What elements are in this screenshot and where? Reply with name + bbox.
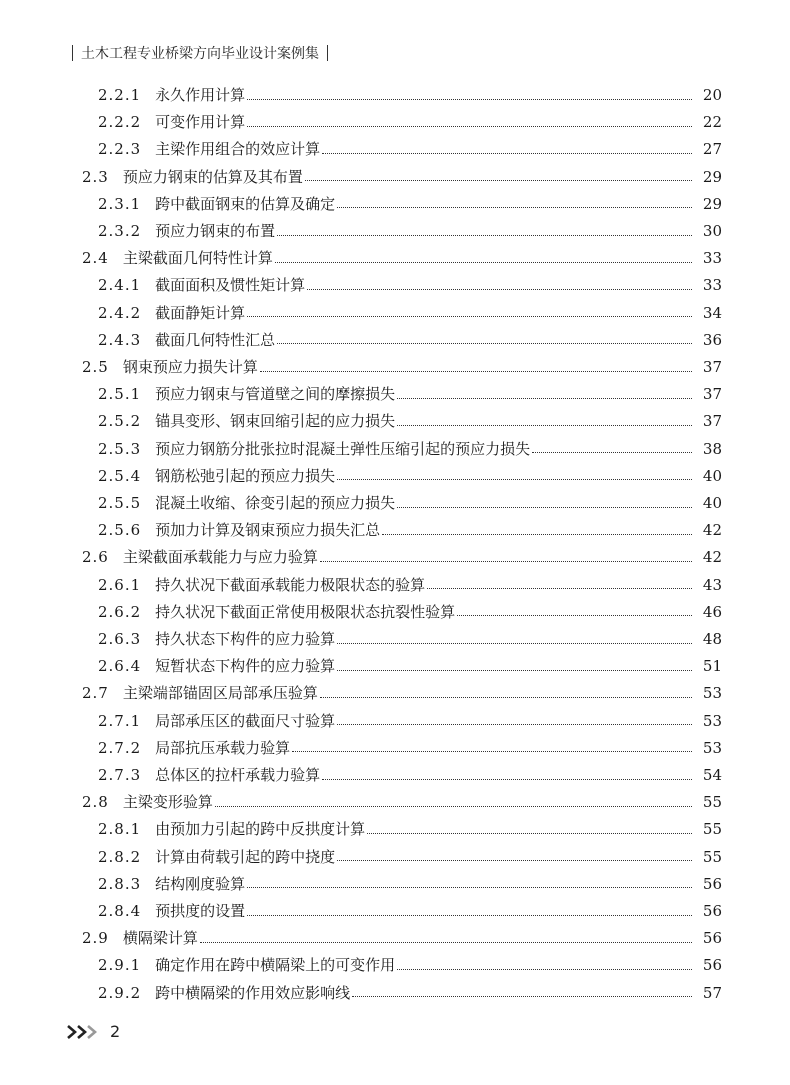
toc-entry-title: 持久状况下截面承载能力极限状态的验算 [155,575,426,594]
toc-entry-page: 53 [702,711,722,730]
toc-entry-title: 混凝土收缩、徐变引起的预应力损失 [155,494,396,512]
page-footer [66,1022,120,1041]
toc-entry[interactable] [98,599,722,625]
dot-leader [275,262,692,263]
toc-entry-page: 37 [702,358,722,376]
dot-leader [352,996,692,997]
toc-entry[interactable] [98,871,722,897]
toc-entry-page: 42 [702,521,722,540]
toc-entry[interactable] [98,327,722,353]
chevron-arrows-icon [66,1024,100,1040]
toc-entry-page: 40 [702,494,722,512]
toc-entry-number: 2.6 [82,548,109,567]
toc-entry[interactable] [98,109,722,135]
toc-entry-title: 永久作用计算 [155,86,246,104]
dot-leader [320,561,692,562]
toc-entry-number: 2.3 [82,167,109,186]
dot-leader [215,806,692,807]
toc-entry[interactable] [98,762,722,788]
dot-leader [337,207,692,208]
toc-entry[interactable] [82,354,722,380]
toc-entry-title: 短暂状态下构件的应力验算 [155,657,336,676]
toc-entry-title: 局部抗压承载力验算 [155,738,291,757]
running-header [72,44,328,62]
toc-entry-number: 2.2.1 [98,86,142,104]
dot-leader [337,670,692,671]
toc-entry-number: 2.5.2 [98,412,142,431]
toc-entry-title: 截面面积及惯性矩计算 [155,276,306,295]
toc-entry-number: 2.2.3 [98,140,142,159]
toc-entry[interactable] [98,844,722,870]
dot-leader [260,371,692,372]
toc-entry[interactable] [98,898,722,924]
toc-entry-number: 2.4.2 [98,303,142,322]
toc-entry-number: 2.7 [82,684,109,703]
toc-entry-number: 2.5.6 [98,521,142,540]
toc-entry-page: 54 [702,766,722,784]
dot-leader [307,289,692,290]
toc-entry-number: 2.9 [82,929,109,948]
toc-entry-page: 43 [702,575,722,594]
dot-leader [397,398,692,399]
toc-entry-number: 2.6.3 [98,630,142,648]
dot-leader [427,588,692,589]
toc-entry[interactable] [98,272,722,298]
dot-leader [247,887,692,888]
toc-entry-page: 56 [702,874,722,893]
toc-entry-page: 27 [702,140,722,159]
dot-leader [532,452,692,453]
toc-entry-page: 46 [702,602,722,621]
toc-entry-page: 55 [702,793,722,812]
toc-entry[interactable] [98,381,722,407]
toc-entry-page: 38 [702,439,722,458]
toc-entry-page: 22 [702,113,722,132]
dot-leader [397,425,692,426]
toc-entry-number: 2.6.4 [98,657,142,676]
toc-entry-title: 跨中截面钢束的估算及确定 [155,194,336,213]
toc-entry[interactable] [98,136,722,162]
toc-entry-number: 2.8.2 [98,847,142,866]
toc-entry[interactable] [98,463,722,489]
toc-entry-title: 预应力钢束的布置 [155,222,276,240]
toc-entry-title: 可变作用计算 [155,113,246,132]
toc-entry[interactable] [98,626,722,652]
toc-entry-number: 2.7.1 [98,711,142,730]
toc-entry-title: 主梁端部锚固区局部承压验算 [122,684,318,703]
toc-entry[interactable] [82,245,722,271]
toc-entry-title: 预应力钢束的估算及其布置 [122,167,303,186]
dot-leader [247,99,692,100]
toc-entry-title: 跨中横隔梁的作用效应影响线 [155,983,351,1002]
toc-entry-page: 42 [702,548,722,567]
toc-entry-number: 2.8 [82,793,109,812]
dot-leader [457,615,692,616]
toc-entry-title: 预应力钢筋分批张拉时混凝土弹性压缩引起的预应力损失 [155,439,531,458]
toc-entry-page: 40 [702,466,722,485]
toc-entry-title: 结构刚度验算 [155,874,246,893]
toc-entry-page: 56 [702,956,722,975]
toc-entry[interactable] [82,789,722,815]
dot-leader [320,697,692,698]
toc-entry-title: 持久状况下截面正常使用极限状态抗裂性验算 [155,602,456,621]
toc-entry-number: 2.9.1 [98,956,142,975]
toc-entry[interactable] [82,680,722,706]
toc-entry-number: 2.7.3 [98,766,142,784]
toc-entry[interactable] [98,218,722,244]
toc-entry[interactable] [98,980,722,1006]
toc-entry-number: 2.4 [82,249,109,268]
toc-entry-title: 主梁作用组合的效应计算 [155,140,321,159]
toc-entry[interactable] [82,164,722,190]
toc-entry-title: 钢筋松弛引起的预应力损失 [155,466,336,485]
dot-leader [337,643,692,644]
toc-entry-number: 2.5.3 [98,439,142,458]
dot-leader [247,126,692,127]
toc-entry-number: 2.7.2 [98,738,142,757]
toc-entry-title: 主梁截面承载能力与应力验算 [122,548,318,567]
dot-leader [367,833,692,834]
header-left-bar [72,45,73,61]
dot-leader [277,235,692,236]
dot-leader [292,751,692,752]
toc-entry-number: 2.6.2 [98,602,142,621]
toc-entry-page: 56 [702,929,722,948]
toc-entry-number: 2.3.2 [98,222,142,240]
toc-entry[interactable] [98,300,722,326]
toc-entry-title: 横隔梁计算 [122,929,198,948]
toc-entry[interactable] [98,408,722,434]
toc-entry-page: 51 [702,657,722,676]
toc-entry[interactable] [98,735,722,761]
toc-entry-page: 36 [702,330,722,349]
toc-entry-title: 由预加力引起的跨中反拱度计算 [155,820,366,839]
toc-entry-number: 2.4.1 [98,276,142,295]
toc-entry-title: 预拱度的设置 [155,902,246,920]
toc-entry-page: 37 [702,385,722,404]
dot-leader [337,860,692,861]
toc-entry-title: 局部承压区的截面尺寸验算 [155,711,336,730]
toc-entry-page: 53 [702,684,722,703]
toc-entry-page: 57 [702,983,722,1002]
dot-leader [247,915,692,916]
toc-entry-page: 30 [702,222,722,240]
dot-leader [305,180,692,181]
toc-entry-title: 预应力钢束与管道壁之间的摩擦损失 [155,385,396,404]
dot-leader [247,316,692,317]
dot-leader [322,779,692,780]
toc-entry[interactable] [98,952,722,978]
toc-entry-page: 55 [702,847,722,866]
toc-entry-title: 总体区的拉杆承载力验算 [155,766,321,784]
dot-leader [397,969,692,970]
toc-entry-number: 2.8.1 [98,820,142,839]
toc-entry-page: 33 [702,249,722,268]
toc-entry-number: 2.5.1 [98,385,142,404]
toc-entry[interactable] [98,816,722,842]
toc-entry[interactable] [98,708,722,734]
toc-entry-page: 55 [702,820,722,839]
toc-entry-number: 2.2.2 [98,113,142,132]
toc-entry[interactable] [98,653,722,679]
toc-entry-title: 主梁变形验算 [122,793,213,812]
dot-leader [322,153,692,154]
toc-entry-number: 2.8.3 [98,874,142,893]
header-right-bar [327,45,328,61]
toc-entry-title: 钢束预应力损失计算 [122,358,258,376]
dot-leader [337,724,692,725]
toc-entry[interactable] [98,82,722,108]
page-number: 2 [110,1022,121,1041]
dot-leader [382,534,692,535]
dot-leader [200,942,692,943]
toc-entry-page: 48 [702,630,722,648]
dot-leader [337,479,692,480]
toc-entry-number: 2.5.5 [98,494,142,512]
toc-entry-number: 2.8.4 [98,902,142,920]
toc-entry-page: 33 [702,276,722,295]
toc-entry[interactable] [98,572,722,598]
header-title: 土木工程专业桥梁方向毕业设计案例集 [81,46,319,62]
toc-entry[interactable] [82,925,722,951]
toc-entry-number: 2.4.3 [98,330,142,349]
toc-entry-page: 56 [702,902,722,920]
toc-entry-title: 持久状态下构件的应力验算 [155,630,336,648]
toc-entry-title: 截面静矩计算 [155,303,246,322]
toc-entry[interactable] [82,544,722,570]
toc-entry-title: 主梁截面几何特性计算 [122,249,273,268]
toc-entry[interactable] [98,490,722,516]
toc-entry-page: 29 [702,194,722,213]
toc-entry-title: 截面几何特性汇总 [155,330,276,349]
toc-entry-number: 2.6.1 [98,575,142,594]
toc-entry-number: 2.5.4 [98,466,142,485]
dot-leader [397,507,692,508]
toc-entry-number: 2.9.2 [98,983,142,1002]
toc-entry-number: 2.5 [82,358,109,376]
toc-entry-page: 34 [702,303,722,322]
toc-entry-page: 53 [702,738,722,757]
toc-entry[interactable] [98,436,722,462]
toc-entry-number: 2.3.1 [98,194,142,213]
toc-entry-page: 37 [702,412,722,431]
toc-entry-title: 锚具变形、钢束回缩引起的应力损失 [155,412,396,431]
toc-entry-title: 预加力计算及钢束预应力损失汇总 [155,521,381,540]
toc-entry-title: 确定作用在跨中横隔梁上的可变作用 [155,956,396,975]
dot-leader [277,343,692,344]
toc-entry[interactable] [98,517,722,543]
toc-entry-page: 20 [702,86,722,104]
toc-entry-page: 29 [702,167,722,186]
toc-entry[interactable] [98,191,722,217]
toc-entry-title: 计算由荷载引起的跨中挠度 [155,847,336,866]
